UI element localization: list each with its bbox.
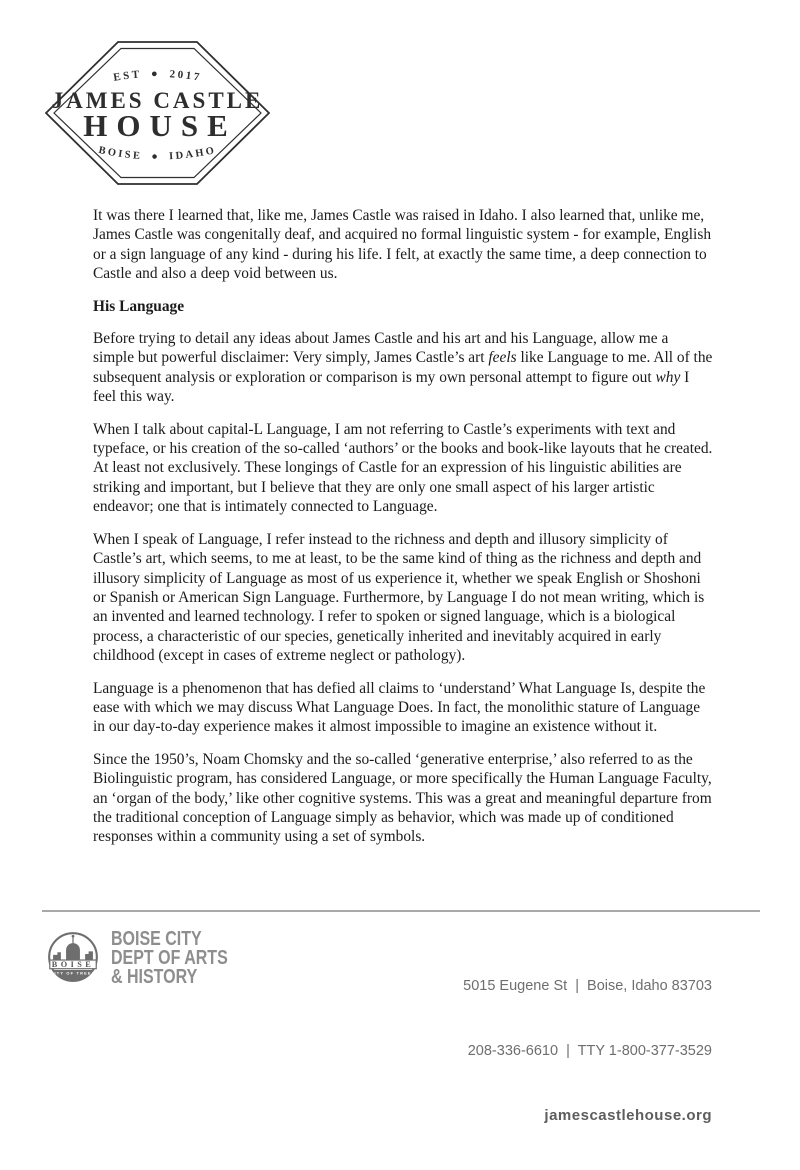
- text-segment: Language is a phenomenon that has defied all claims to ‘understand’ What Language Is, despite the ease with which we may discuss What Language Does. In fact, the monolithic stature of Language in our day-to-day experience makes it almost impossible to imagine an existence without it.: [93, 679, 706, 736]
- footer-contact: [463, 933, 712, 1170]
- badge-title: JAMES CASTLE: [51, 88, 264, 113]
- badge-subtitle: HOUSE: [83, 108, 237, 143]
- phone-line: 208-336-6610 | TTY 1-800-377-3529: [467, 1042, 712, 1059]
- department-name: [111, 930, 228, 987]
- address-line: 5015 Eugene St | Boise, Idaho 83703: [463, 978, 712, 994]
- footer-divider: [42, 910, 760, 912]
- paragraph: [93, 420, 713, 517]
- text-segment: When I talk about capital-L Language, I am not referring to Castle’s experiments with text and typeface, or his creation of the so-called ‘authors’ or the books and book-like layouts that he created. At least not exclusively. These longings of Castle for an expression of his linguistic abilities are striking and important, but I believe that they are only one small aspect of his larger artistic endeavor; one that is intimately connected to Language.: [93, 420, 713, 516]
- badge-city-state: BOISE ● IDAHO: [97, 144, 218, 163]
- badge-est-year: EST ● 2017: [112, 67, 203, 84]
- department-line-3: & HISTORY: [111, 966, 198, 988]
- text-segment: I feel this way.: [93, 368, 690, 406]
- document-body: [93, 206, 713, 860]
- city-logo-name: BOISE: [51, 959, 95, 969]
- footer-left: [47, 926, 257, 988]
- city-logo-tagline: CITY OF TREES: [50, 970, 96, 976]
- footer: [47, 926, 712, 1170]
- department-line-2: DEPT OF ARTS: [111, 947, 228, 969]
- text-segment: When I speak of Language, I refer instead to the richness and depth and illusory simplicity of Castle’s art, which seems, to me at least, to be the same kind of thing as the richness and depth and illusory simplicity of Language as most of us experience it, whether we speak English or Shoshoni or Spanish or American Sign Language. Furthermore, by Language I do not mean writing, which is an invented and learned technology. I refer to spoken or signed language, which is a biological process, a characteristic of our species, genetically inherited and inevitably acquired in early childhood (except in cases of extreme neglect or pathology).: [93, 530, 705, 665]
- james-castle-house-logo: [45, 38, 270, 188]
- paragraph: [93, 530, 713, 666]
- text-segment: It was there I learned that, like me, James Castle was raised in Idaho. I also learned that, unlike me, James Castle was congenitally deaf, and acquired no formal linguistic system - for example, English or a sign language of any kind - during his life. I felt, at exactly the same time, a deep connection to Castle and also a deep void between us.: [93, 207, 712, 283]
- paragraph: [93, 750, 713, 847]
- paragraph: [93, 679, 713, 737]
- text-segment: Since the 1950’s, Noam Chomsky and the so-called ‘generative enterprise,’ also referred to as the Biolinguistic program, has considered Language, or more specifically the Human Language Faculty, an ‘organ of the body,’ like other cognitive systems. This was a great and meaningful departure from the traditional conception of Language simply as behavior, which was made up of conditioned responses within a community using a set of symbols.: [93, 750, 712, 846]
- svg-text:BOISE ● IDAHO: [97, 145, 217, 163]
- website-link[interactable]: jamescastlehouse.org: [544, 1107, 712, 1124]
- paragraph: [93, 206, 713, 284]
- boise-city-logo-icon: [47, 926, 99, 988]
- text-segment: Before trying to detail any ideas about James Castle and his art and his Language, allow me a simple but powerful disclaimer: Very simply, James Castle’s art: [93, 330, 669, 367]
- text-segment: like Language to me. All of the subsequent analysis or exploration or comparison is my own personal attempt to figure out: [93, 349, 713, 386]
- hexagon-badge-icon: [45, 38, 270, 188]
- section-heading: His Language: [93, 297, 185, 315]
- italic-text: why: [655, 368, 681, 386]
- paragraph: [93, 329, 713, 407]
- svg-text:EST ● 2017: [112, 68, 202, 84]
- department-line-1: BOISE CITY: [111, 928, 202, 950]
- italic-text: feels: [488, 349, 517, 367]
